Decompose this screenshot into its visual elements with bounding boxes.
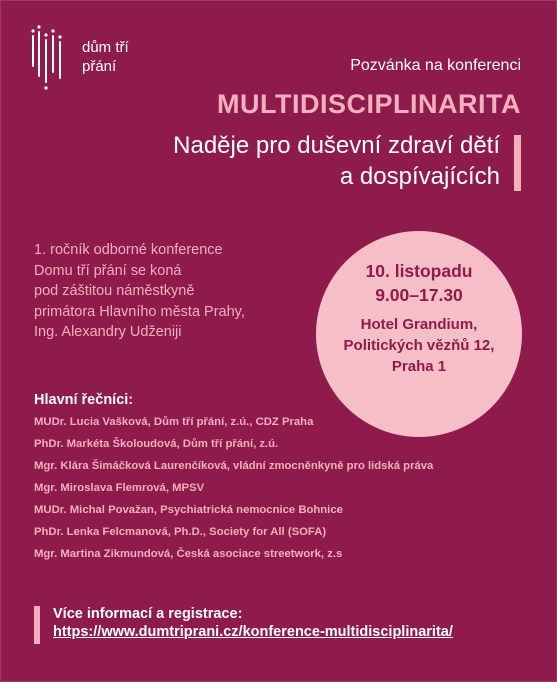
event-date: 10. listopadu	[365, 261, 473, 281]
intro-line: primátora Hlavního města Prahy,	[34, 303, 245, 320]
intro-line: pod záštitou náměstkyně	[34, 283, 195, 299]
registration-heading: Více informací a registrace:	[53, 606, 243, 622]
info-accent-bar	[34, 606, 40, 644]
conference-title: MULTIDISCIPLINARITA	[217, 89, 521, 119]
speaker-item: PhDr. Markéta Školoudová, Dům tří přání, z.ú.	[34, 438, 279, 450]
speaker-item: Mgr. Martina Zikmundová, Česká asociace streetwork, z.s	[34, 548, 343, 560]
speaker-item: Mgr. Klára Šimáčková Laurenčíková, vládní zmocněnkyně pro lidská práva	[34, 460, 434, 472]
logo-text	[82, 38, 129, 76]
venue-line3: Praha 1	[391, 358, 447, 375]
registration-link[interactable]: https://www.dumtriprani.cz/konference-multidisciplinarita/	[53, 624, 453, 640]
intro-line: Ing. Alexandry Udženiji	[34, 324, 182, 340]
venue-line2: Politických vězňů 12,	[343, 337, 495, 354]
speaker-item: MUDr. Lucia Vašková, Dům tří přání, z.ú., CDZ Praha	[34, 416, 314, 428]
speakers-list	[34, 415, 433, 569]
speakers-heading: Hlavní řečníci:	[34, 392, 134, 408]
subtitle-line1: Naděje pro duševní zdraví dětí	[173, 132, 500, 159]
logo-line2: přání	[82, 58, 117, 75]
event-venue	[316, 314, 522, 377]
event-details-circle	[316, 231, 522, 437]
subtitle-line2: a dospívajících	[339, 163, 500, 190]
logo-line1: dům tří	[82, 39, 129, 56]
speaker-item: MUDr. Michal Považan, Psychiatrická nemocnice Bohnice	[34, 504, 343, 516]
subtitle-accent-bar	[514, 135, 521, 191]
event-time: 9.00–17.30	[375, 285, 463, 305]
venue-line1: Hotel Grandium,	[360, 316, 478, 333]
logo	[27, 22, 147, 94]
conference-subtitle	[173, 130, 500, 192]
speaker-item: PhDr. Lenka Felcmanová, Ph.D., Society for All (SOFA)	[34, 526, 327, 538]
candles-logo-icon	[27, 22, 77, 94]
intro-text	[34, 240, 314, 343]
speaker-item: Mgr. Miroslava Flemrová, MPSV	[34, 482, 205, 494]
intro-line: Domu tří přání se koná	[34, 262, 182, 279]
intro-line: 1. ročník odborné konference	[34, 242, 223, 258]
invite-label: Pozvánka na konferenci	[350, 57, 521, 74]
